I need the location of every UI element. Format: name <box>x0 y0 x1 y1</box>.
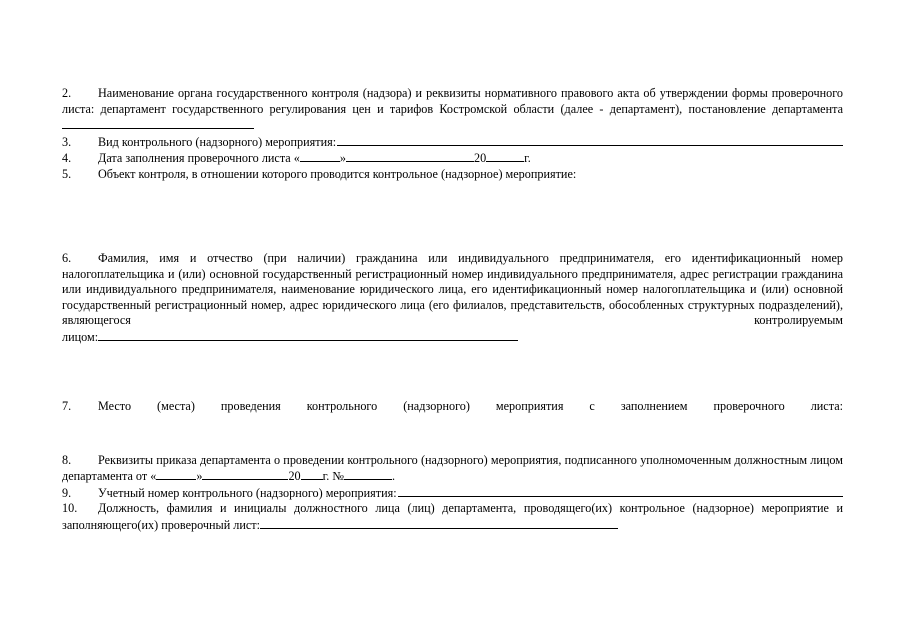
item-number: 10. <box>62 501 78 515</box>
item-number: 9. <box>62 485 72 500</box>
date-day-blank[interactable] <box>300 150 340 162</box>
item-number: 8. <box>62 452 72 467</box>
item-number: 7. <box>62 399 72 413</box>
checklist-form <box>62 86 843 533</box>
spacer <box>62 182 843 228</box>
item-end: . <box>391 469 396 483</box>
item-8 <box>62 453 843 485</box>
item-6-last-line <box>62 329 843 346</box>
date-month-blank[interactable] <box>346 150 474 162</box>
item-text: Реквизиты приказа департамента о проведении контрольного (надзорного) мероприятия, подписанного уполномоченным должностным лицом департамента от « <box>62 452 843 483</box>
spacer <box>62 345 843 391</box>
item-number: 5. <box>62 166 72 181</box>
year-suffix: г. <box>524 151 531 165</box>
item-number: 2. <box>62 86 72 100</box>
spacer <box>62 415 843 453</box>
item-number: 3. <box>62 134 72 149</box>
item-text: Место (места) проведения контрольного (надзорного) мероприятия с заполнением проверочного листа: <box>98 399 843 413</box>
item-7 <box>62 399 843 415</box>
item-text: Вид контрольного (надзорного) мероприятия: <box>98 134 337 149</box>
order-number-blank[interactable] <box>344 468 392 480</box>
item-2 <box>62 86 843 134</box>
resolution-blank[interactable] <box>62 117 254 129</box>
item-4 <box>62 150 843 167</box>
item-text: Должность, фамилия и инициалы должностного лица (лиц) департамента, проводящего(их) контрольное (надзорное) мероприятие и заполняющего(их) проверочный лист: <box>62 501 843 532</box>
official-blank[interactable] <box>260 517 618 529</box>
item-text: Дата заполнения проверочного листа « <box>98 151 300 165</box>
item-number: 4. <box>62 151 72 165</box>
quote-close: » <box>196 469 203 483</box>
item-10 <box>62 501 843 533</box>
year-prefix: 20 <box>288 469 301 483</box>
control-type-blank[interactable] <box>337 134 843 146</box>
controlled-person-blank[interactable] <box>98 329 518 341</box>
item-text: Объект контроля, в отношении которого проводится контрольное (надзорное) мероприятие: <box>98 166 577 181</box>
order-year-blank[interactable] <box>301 468 323 480</box>
item-text: Учетный номер контрольного (надзорного) мероприятия: <box>98 485 397 500</box>
year-suffix: г. № <box>322 469 344 483</box>
item-5 <box>62 167 843 183</box>
quote-close: » <box>339 151 346 165</box>
item-text: Наименование органа государственного контроля (надзора) и реквизиты нормативного правового акта об утверждении формы проверочного листа: департамент государственного регулирования цен и тарифов Костромской области (далее - департамент), постановление департамента <box>62 86 843 116</box>
item-text: Фамилия, имя и отчество (при наличии) гражданина или индивидуального предпринимателя, его идентификационный номер налогоплательщика и (или) основной государственный регистрационный номер индивидуального предпринимателя, адрес регистрации гражданина или индивидуального предпринимателя, наименование юридического лица, его идентификационный номер налогоплательщика и (или) основной государственный регистрационный номер, адрес юридического лица (его филиалов, представительств, обособленных структурных подразделений), являющегося контролируемым <box>62 251 843 327</box>
registration-number-blank[interactable] <box>398 485 843 497</box>
item-last-word: лицом: <box>62 329 99 344</box>
item-3 <box>62 134 843 151</box>
item-9 <box>62 485 843 502</box>
order-day-blank[interactable] <box>156 468 196 480</box>
date-year-blank[interactable] <box>486 150 524 162</box>
year-prefix: 20 <box>473 151 487 165</box>
item-number: 6. <box>62 251 72 265</box>
order-month-blank[interactable] <box>202 468 288 480</box>
item-6 <box>62 251 843 329</box>
